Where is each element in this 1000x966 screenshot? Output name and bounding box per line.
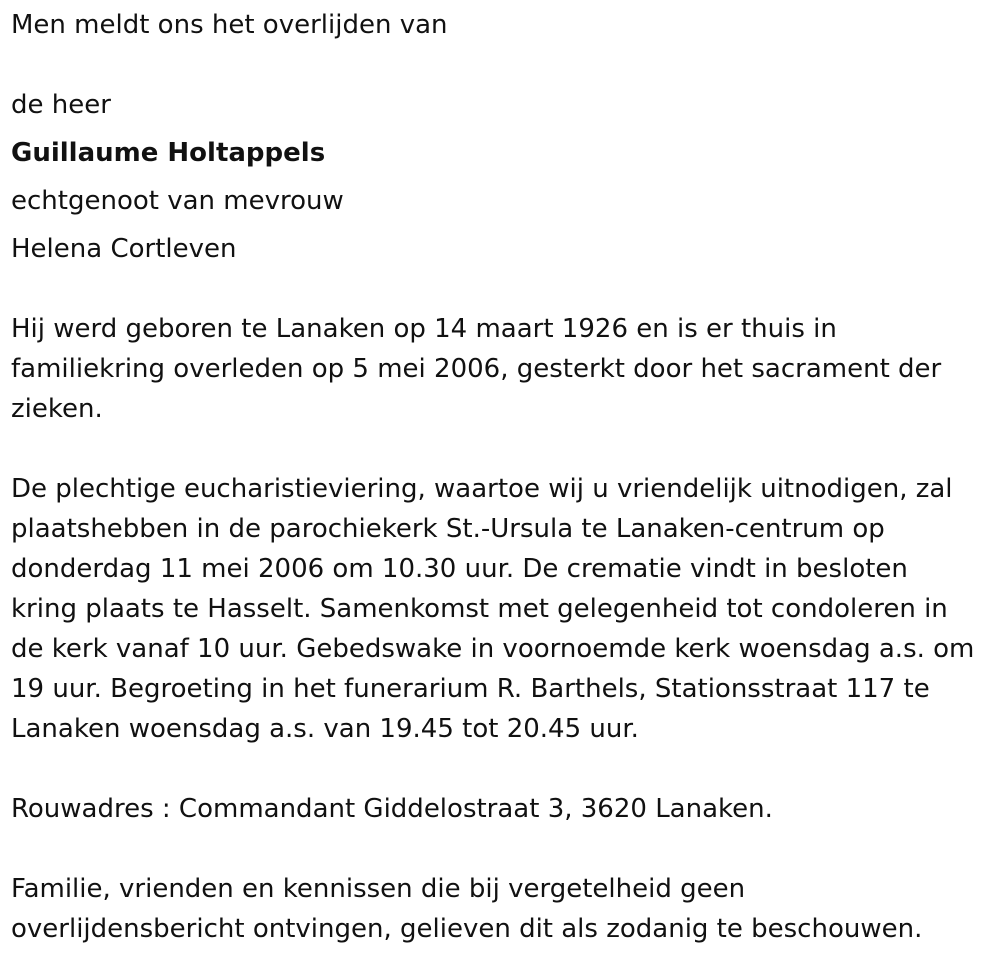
service-paragraph: [11, 469, 974, 749]
title-line: de heer: [11, 90, 111, 120]
paragraph-line: overlijdensbericht ontvingen, gelieven dit als zodanig te beschouwen.: [11, 914, 923, 944]
deceased-name: Guillaume Holtappels: [11, 138, 326, 168]
birth-paragraph: [11, 309, 941, 429]
paragraph-line: de kerk vanaf 10 uur. Gebedswake in voornoemde kerk woensdag a.s. om: [11, 634, 975, 664]
paragraph-line: kring plaats te Hasselt. Samenkomst met gelegenheid tot condoleren in: [11, 594, 948, 624]
paragraph-line: plaatshebben in de parochiekerk St.-Ursula te Lanaken-centrum op: [11, 514, 885, 544]
closing-paragraph: [11, 869, 922, 949]
paragraph-line: Lanaken woensdag a.s. van 19.45 tot 20.45 uur.: [11, 714, 639, 744]
paragraph-line: zieken.: [11, 394, 103, 424]
address-line: Rouwadres : Commandant Giddelostraat 3, 3620 Lanaken.: [11, 794, 773, 824]
paragraph-line: Hij werd geboren te Lanaken op 14 maart 1926 en is er thuis in: [11, 314, 837, 344]
paragraph-line: De plechtige eucharistieviering, waartoe wij u vriendelijk uitnodigen, zal: [11, 474, 953, 504]
intro-line: Men meldt ons het overlijden van: [11, 10, 448, 40]
paragraph-line: familiekring overleden op 5 mei 2006, gesterkt door het sacrament der: [11, 354, 942, 384]
paragraph-line: donderdag 11 mei 2006 om 10.30 uur. De crematie vindt in besloten: [11, 554, 908, 584]
relation-line: echtgenoot van mevrouw: [11, 186, 344, 216]
paragraph-line: 19 uur. Begroeting in het funerarium R. Barthels, Stationsstraat 117 te: [11, 674, 930, 704]
paragraph-line: Familie, vrienden en kennissen die bij vergetelheid geen: [11, 874, 746, 904]
spouse-name: Helena Cortleven: [11, 234, 237, 264]
